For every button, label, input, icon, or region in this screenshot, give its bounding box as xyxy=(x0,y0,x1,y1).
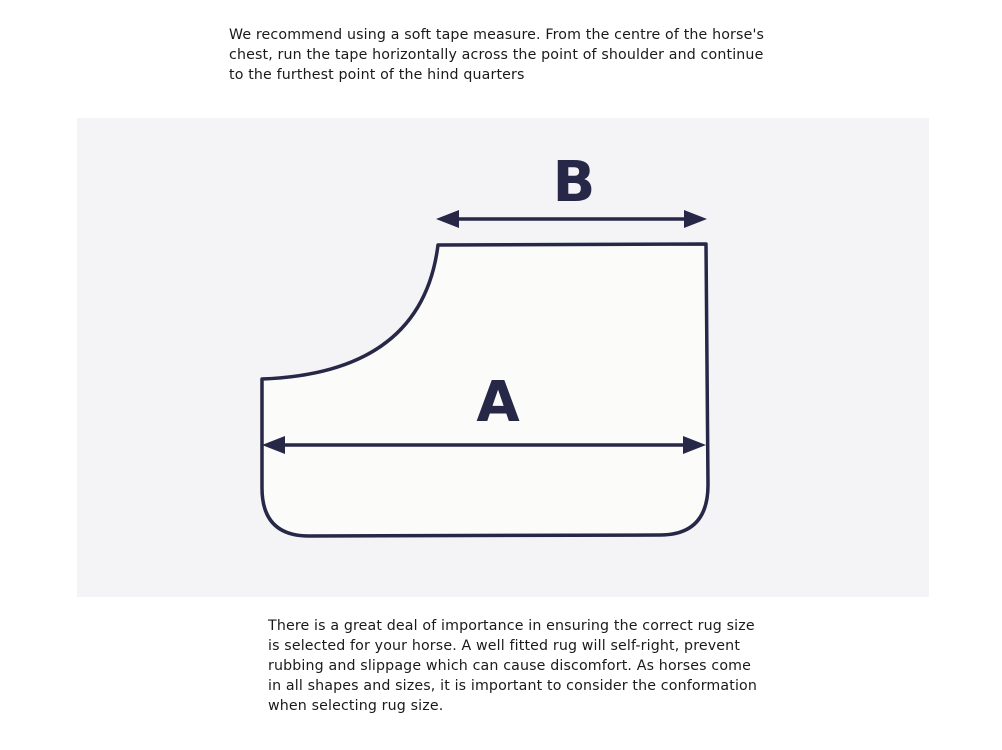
intro-paragraph xyxy=(229,25,764,85)
intro-line: to the furthest point of the hind quarters xyxy=(229,67,525,83)
measure-b-arrowhead-left xyxy=(436,210,459,228)
intro-line: chest, run the tape horizontally across the point of shoulder and continue xyxy=(229,47,764,63)
intro-line: We recommend using a soft tape measure. From the centre of the horse's xyxy=(229,27,765,43)
outro-line: is selected for your horse. A well fitted rug will self-right, prevent xyxy=(268,638,741,654)
measurement-diagram xyxy=(77,118,929,597)
rug-diagram-svg xyxy=(77,118,929,597)
measure-a-label: A xyxy=(476,370,520,435)
outro-line: rubbing and slippage which can cause discomfort. As horses come xyxy=(268,658,752,674)
outro-line: when selecting rug size. xyxy=(268,698,444,714)
measure-b-label: B xyxy=(552,150,596,215)
outro-line: There is a great deal of importance in ensuring the correct rug size xyxy=(268,618,755,634)
outro-paragraph xyxy=(268,616,757,716)
outro-line: in all shapes and sizes, it is important to consider the conformation xyxy=(268,678,758,694)
measure-b-arrowhead-right xyxy=(684,210,707,228)
